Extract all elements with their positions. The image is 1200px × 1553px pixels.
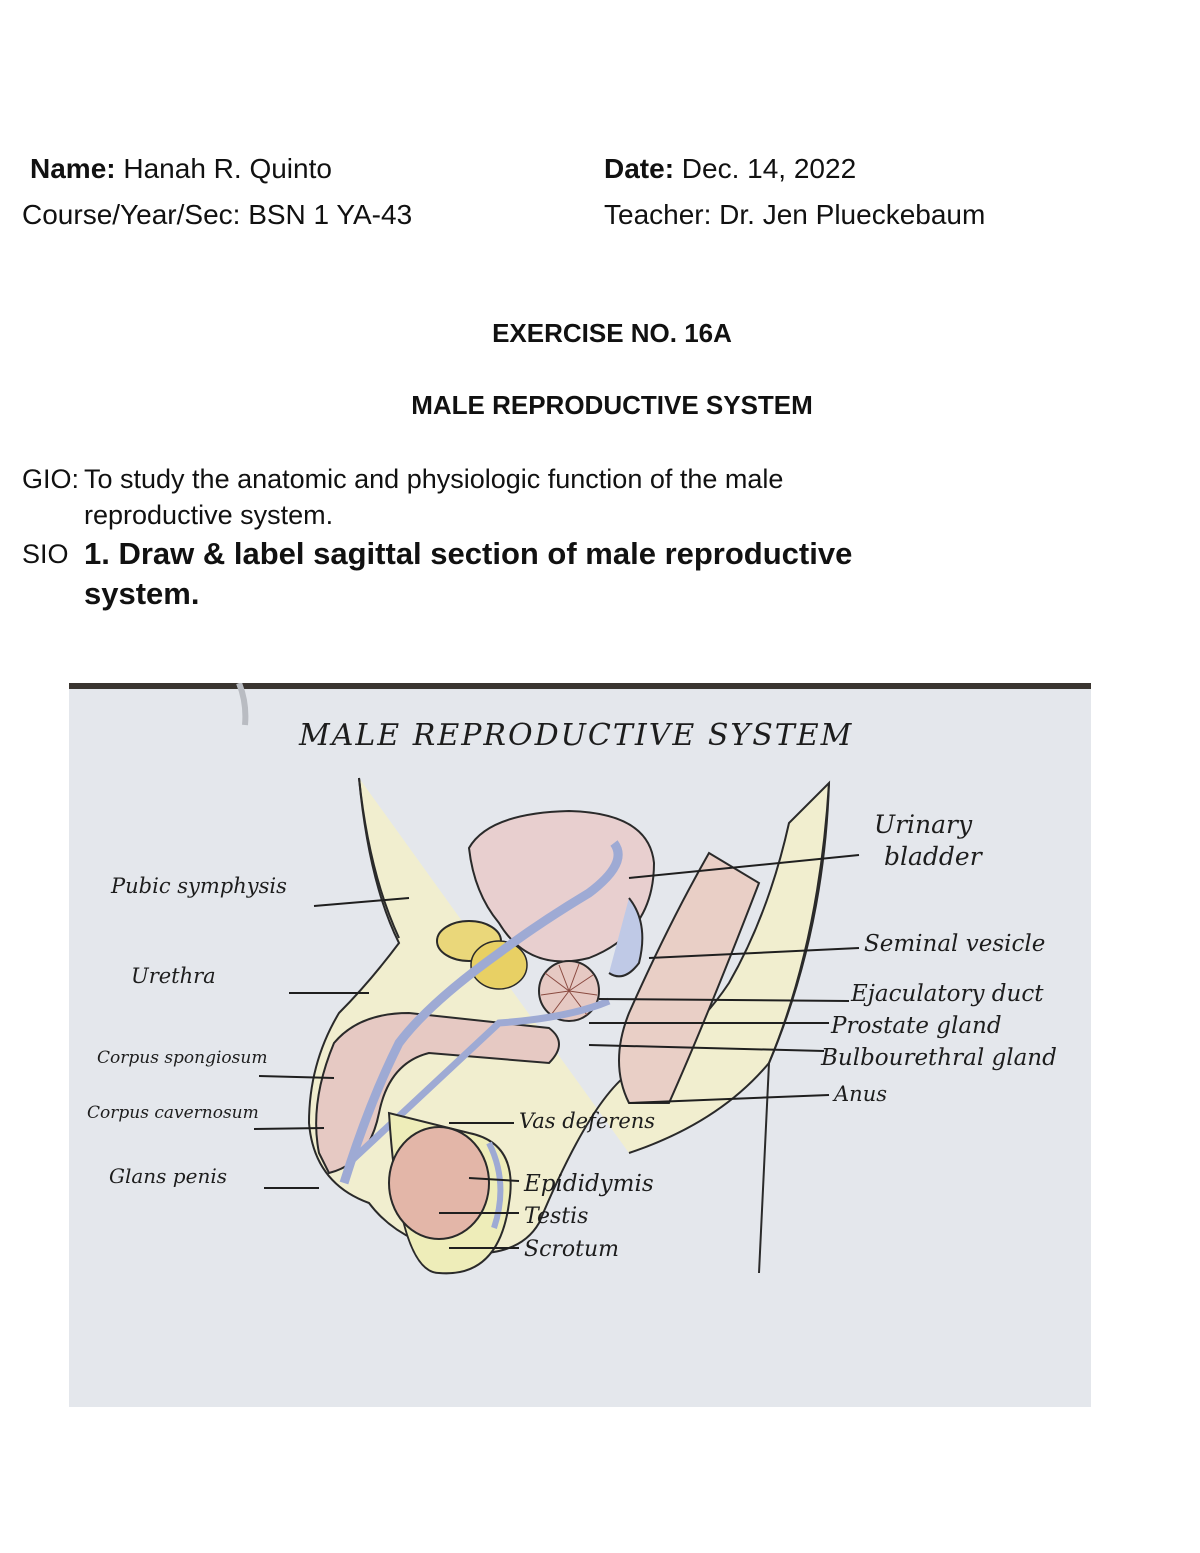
date-label: Date: — [604, 153, 675, 184]
gio-line-2: reproductive system. — [84, 500, 334, 530]
exercise-title: EXERCISE NO. 16A — [492, 318, 732, 348]
date-line — [604, 152, 856, 186]
label-corpus-cavernosum: Corpus cavernosum — [87, 1103, 259, 1123]
label-seminal-vesicle: Seminal vesicle — [864, 931, 1046, 957]
label-epididymis: Epididymis — [524, 1171, 654, 1197]
label-testis: Testis — [524, 1204, 589, 1229]
label-bladder: bladder — [884, 842, 982, 871]
subject-title: MALE REPRODUCTIVE SYSTEM — [411, 390, 813, 420]
label-bulbourethral-gland: Bulbourethral gland — [821, 1045, 1057, 1071]
sio-line-1: 1. Draw & label sagittal section of male reproductive — [84, 536, 853, 571]
drawing-title: MALE REPRODUCTIVE SYSTEM — [299, 718, 854, 753]
label-urinary: Urinary — [874, 810, 973, 839]
label-anus: Anus — [834, 1082, 887, 1106]
gio-label: GIO: — [22, 464, 80, 494]
sio-label: SIO — [22, 539, 69, 569]
sio-line-2: system. — [84, 576, 200, 611]
teacher-line: Teacher: Dr. Jen Plueckebaum — [604, 199, 986, 230]
label-vas-deferens: Vas deferens — [519, 1109, 656, 1133]
anatomy-drawing — [69, 683, 1091, 1407]
name-line — [30, 152, 332, 186]
label-urethra: Urethra — [131, 964, 216, 988]
label-glans-penis: Glans penis — [109, 1164, 227, 1188]
label-scrotum: Scrotum — [524, 1237, 620, 1262]
label-ejaculatory-duct: Ejaculatory duct — [851, 981, 1044, 1007]
label-prostate-gland: Prostate gland — [831, 1013, 1002, 1039]
label-pubic-symphysis: Pubic symphysis — [111, 874, 287, 898]
label-corpus-spongiosum: Corpus spongiosum — [97, 1048, 268, 1068]
name-value: Hanah R. Quinto — [123, 153, 332, 184]
gio-line-1: To study the anatomic and physiologic function of the male — [84, 464, 784, 494]
course-line: Course/Year/Sec: BSN 1 YA-43 — [22, 199, 413, 230]
name-label: Name: — [30, 153, 116, 184]
date-value: Dec. 14, 2022 — [681, 153, 857, 184]
